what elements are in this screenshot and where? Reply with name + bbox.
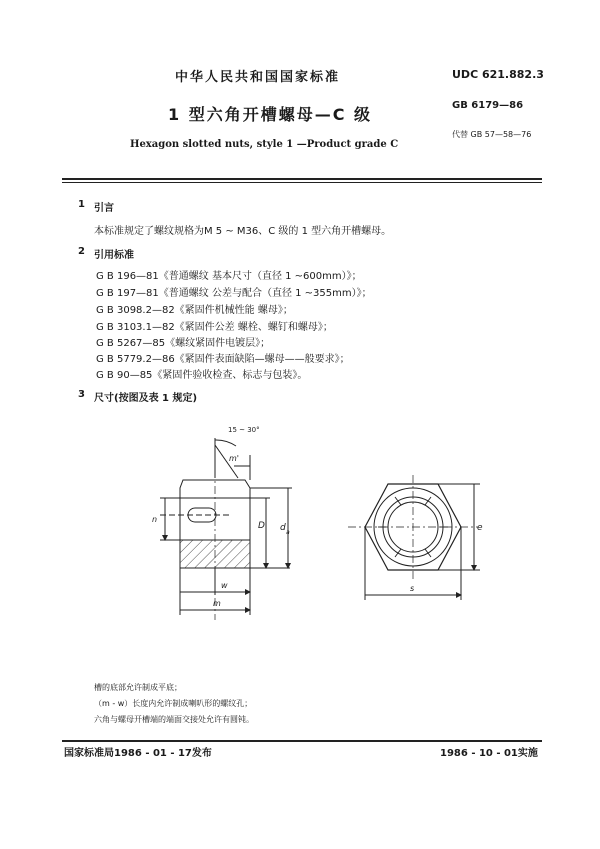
front-view xyxy=(348,475,480,600)
section-2-number: 2 xyxy=(78,246,85,257)
reference-item: G B 5779.2—86《紧固件表面缺陷—螺母——般要求》； xyxy=(96,354,350,365)
udc-number: UDC 621.882.3 xyxy=(452,68,544,81)
title-chinese: 1 型六角开槽螺母—C 级 xyxy=(168,105,373,124)
m-label: m xyxy=(213,599,221,608)
e-label: e xyxy=(477,523,483,533)
note-item: （m - w）长度内允许制成喇叭形的螺纹孔； xyxy=(94,699,253,708)
m-prime-label: m' xyxy=(229,454,239,463)
section-3-heading: 尺寸(按图及表 1 规定) xyxy=(94,393,198,404)
reference-item: G B 196—81《普通螺纹 基本尺寸（直径 1 ~600mm）》； xyxy=(96,271,362,282)
n-label: n xyxy=(152,515,158,524)
effective-date: 1986 - 10 - 01实施 xyxy=(440,748,538,759)
footer-rule xyxy=(62,740,542,742)
section-1-text: 本标准规定了螺纹规格为M 5 ~ M36、C 级的 1 型六角开槽螺母。 xyxy=(94,226,392,237)
issued-date: 国家标准局1986 - 01 - 17发布 xyxy=(64,748,212,759)
da-subscript: a xyxy=(286,529,290,536)
reference-item: G B 3098.2—82《紧固件机械性能 螺母》； xyxy=(96,305,293,316)
D-label: D xyxy=(258,521,265,531)
section-1-number: 1 xyxy=(78,199,85,210)
w-label: w xyxy=(221,581,228,590)
national-standard-heading: 中华人民共和国国家标准 xyxy=(175,70,341,85)
reference-item: G B 5267—85《螺纹紧固件电镀层》； xyxy=(96,338,271,349)
reference-item: G B 90—85《紧固件验收检查、标志与包装》。 xyxy=(96,370,308,381)
title-english: Hexagon slotted nuts, style 1 —Product grade C xyxy=(130,139,399,150)
s-label: s xyxy=(410,584,415,593)
angle-label: 15 ~ 30° xyxy=(228,426,260,434)
reference-item: G B 197—81《普通螺纹 公差与配合（直径 1 ~355mm）》； xyxy=(96,288,372,299)
note-item: 槽的底部允许制成平底； xyxy=(94,683,182,692)
section-2-heading: 引用标准 xyxy=(94,250,134,261)
gb-standard-number: GB 6179—86 xyxy=(452,100,524,111)
replaces-standard: 代替 GB 57—58—76 xyxy=(452,130,532,139)
section-3-number: 3 xyxy=(78,389,85,400)
side-view xyxy=(160,438,292,620)
note-item: 六角与螺母开槽端的端面交接处允许有圆钝。 xyxy=(94,715,254,724)
da-label: d xyxy=(280,523,286,533)
reference-item: G B 3103.1—82《紧固件公差 螺栓、螺钉和螺母》； xyxy=(96,322,333,333)
section-1-heading: 引言 xyxy=(94,203,114,214)
